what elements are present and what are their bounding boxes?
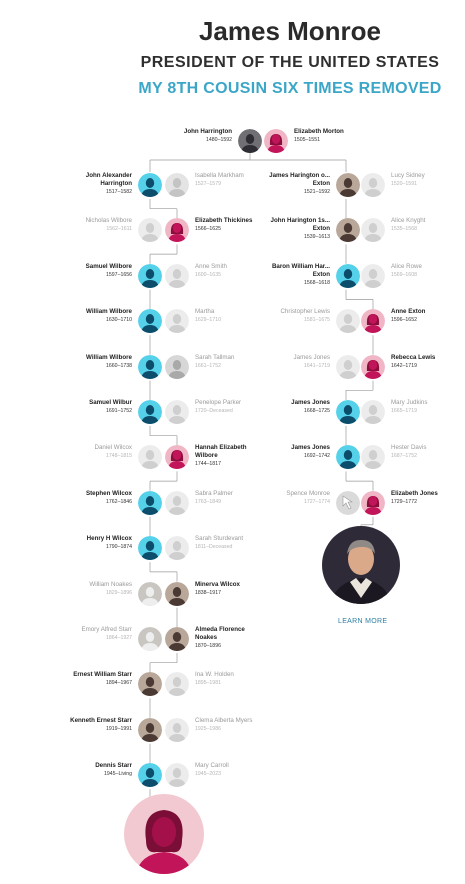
person-card[interactable] [361, 170, 465, 202]
person-years: 1864–1927 [106, 635, 132, 641]
person-name: James Harington o... Exton [269, 172, 330, 187]
person-name: Almeda Florence Noakes [195, 626, 245, 641]
person-years: 1665–1719 [391, 408, 417, 414]
male-silhouette-icon [138, 491, 162, 515]
female-silhouette-icon [165, 264, 189, 288]
person-card[interactable] [250, 352, 360, 384]
person-card[interactable] [52, 352, 162, 384]
female-silhouette-icon [361, 491, 385, 515]
person-years: 1727–1774 [304, 498, 330, 505]
person-card[interactable] [52, 306, 162, 338]
person-name: Spence Monroe [286, 489, 330, 497]
person-years: 1505–1551 [294, 137, 320, 143]
person-card[interactable] [52, 760, 162, 792]
female-silhouette-icon [264, 129, 288, 153]
female-silhouette-icon [165, 491, 189, 515]
person-card[interactable] [52, 715, 162, 747]
person-years: 1870–1896 [195, 643, 221, 649]
portrait-photo [138, 718, 162, 742]
person-name: William Wilbore [86, 308, 132, 316]
person-name: Alice Rowe [391, 262, 422, 270]
person-name: Stephen Wilcox [85, 489, 132, 497]
relationship-label: MY 8TH COUSIN SIX TIMES REMOVED [138, 80, 442, 97]
person-years: 1945–Living [104, 771, 132, 778]
person-card[interactable] [361, 352, 465, 384]
person-card[interactable] [361, 306, 465, 338]
person-card[interactable] [52, 533, 162, 565]
person-name: John Harington 1s... Exton [270, 217, 330, 233]
person-card[interactable] [52, 261, 162, 293]
person-name: William Noakes [89, 580, 132, 588]
person-years: 1597–1656 [106, 271, 132, 278]
person-name: Ina W. Holden [195, 671, 234, 679]
person-years: 1629–1710 [195, 317, 221, 324]
person-years: 1919–1991 [106, 725, 132, 732]
person-years: 1838–1917 [195, 589, 221, 596]
person-card[interactable] [250, 215, 360, 247]
person-years: 1811–Deceased [195, 544, 233, 551]
person-years: 1566–1625 [195, 226, 221, 233]
person-card[interactable] [361, 397, 465, 429]
person-name: Sarah Sturdevant [195, 535, 244, 543]
female-silhouette-icon [165, 400, 189, 424]
person-years: 1945–2023 [195, 771, 221, 778]
person-name: Lucy Sidney [391, 172, 425, 179]
person-name: Elizabeth Jones [391, 489, 438, 497]
person-card[interactable] [52, 488, 162, 520]
learn-more-link[interactable]: LEARN MORE [338, 618, 388, 625]
person-years: 1668–1725 [304, 408, 330, 414]
male-silhouette-icon [138, 309, 162, 333]
female-silhouette-icon [361, 173, 385, 197]
james-monroe-portrait[interactable] [322, 526, 400, 604]
person-card[interactable] [52, 442, 162, 474]
person-name: Sabra Palmer [195, 489, 233, 497]
person-years: 1581–1675 [304, 317, 330, 324]
male-silhouette-icon [336, 355, 360, 379]
person-card[interactable] [52, 579, 162, 611]
female-silhouette-icon [361, 355, 385, 379]
person-card[interactable] [361, 261, 465, 293]
female-silhouette-icon [165, 536, 189, 560]
person-years: 1641–1719 [304, 362, 330, 369]
female-silhouette-icon [361, 264, 385, 288]
female-silhouette-icon [165, 763, 189, 787]
person-years: 1692–1742 [304, 453, 330, 460]
person-years: 1630–1710 [106, 317, 132, 324]
person-years: 1925–1986 [195, 725, 221, 732]
person-card[interactable] [52, 624, 162, 656]
coat-of-arms-photo [238, 129, 262, 153]
female-silhouette-icon [165, 718, 189, 742]
person-card[interactable] [250, 261, 360, 293]
female-silhouette-icon [165, 445, 189, 469]
person-card[interactable] [52, 170, 162, 202]
person-card[interactable] [250, 442, 360, 474]
portrait-photo [138, 627, 162, 651]
person-years: 1521–1592 [304, 189, 330, 195]
male-silhouette-icon [336, 400, 360, 424]
person-name: Mary Carroll [195, 762, 229, 770]
person-name: Clema Alberta Myers [195, 716, 253, 724]
male-silhouette-icon [138, 763, 162, 787]
male-silhouette-icon [138, 218, 162, 242]
female-silhouette-icon [361, 445, 385, 469]
person-years: 1660–1738 [106, 362, 132, 369]
person-name: John Alexander Harrington [85, 172, 132, 187]
person-card[interactable] [250, 306, 360, 338]
person-name: William Wilbore [86, 353, 132, 361]
person-name: Ernest William Starr [73, 671, 132, 679]
person-name: Nicholas Wilbore [85, 217, 132, 225]
person-years: 1517–1582 [106, 189, 132, 195]
person-years: 1596–1652 [391, 317, 417, 324]
person-name: James Jones [291, 399, 330, 406]
male-silhouette-icon [138, 355, 162, 379]
person-card[interactable] [52, 669, 162, 701]
person-name: Rebecca Lewis [391, 353, 436, 361]
person-card[interactable] [361, 215, 465, 247]
person-name: Minerva Wilcox [195, 580, 240, 588]
female-silhouette-icon [361, 309, 385, 333]
person-years: 1600–1635 [195, 271, 221, 278]
person-years: 1661–1752 [195, 362, 221, 369]
person-name: Anne Exton [391, 308, 426, 316]
person-years: 1763–1849 [195, 498, 221, 505]
male-silhouette-icon [138, 536, 162, 560]
person-years: 1720–Deceased [195, 408, 233, 414]
female-silhouette-icon [361, 218, 385, 242]
person-card[interactable] [361, 442, 465, 474]
male-silhouette-icon [138, 173, 162, 197]
person-name: Sarah Tallman [195, 353, 235, 361]
person-card[interactable] [250, 397, 360, 429]
person-years: 1790–1874 [106, 544, 132, 551]
person-card[interactable] [165, 760, 275, 792]
top-ancestor-father[interactable] [152, 126, 262, 158]
person-name: Baron William Har... Exton [271, 262, 330, 278]
person-name: Hester Davis [391, 444, 427, 452]
person-years: 1895–1981 [195, 680, 221, 687]
person-years: 1744–1817 [195, 461, 221, 468]
person-card[interactable] [52, 397, 162, 429]
person-name: Penelope Parker [195, 399, 242, 406]
person-years: 1539–1613 [304, 234, 330, 241]
top-ancestor-mother[interactable] [264, 126, 374, 158]
person-years: 1729–1772 [391, 498, 417, 505]
person-years: 1748–1815 [106, 453, 132, 460]
portrait-photo [336, 173, 360, 197]
person-name: Kenneth Ernest Starr [70, 716, 132, 724]
person-card[interactable] [165, 624, 275, 656]
person-name: Daniel Wilcox [94, 444, 132, 452]
person-name: Elizabeth Thickines [195, 217, 253, 225]
person-name: Henry H Wilcox [86, 535, 132, 543]
person-card[interactable] [361, 488, 465, 520]
person-years: 1520–1591 [391, 181, 417, 187]
person-name: Emory Alfred Starr [81, 626, 132, 633]
person-years: 1535–1568 [391, 226, 417, 233]
female-silhouette-icon [165, 218, 189, 242]
person-name: Christopher Lewis [280, 308, 330, 316]
page-subtitle: PRESIDENT OF THE UNITED STATES [140, 54, 440, 71]
male-silhouette-icon [336, 264, 360, 288]
person-name: Alice Knyght [391, 217, 426, 225]
person-years: 1569–1608 [391, 271, 417, 278]
person-name: Isabella Markham [195, 172, 244, 179]
person-card[interactable] [165, 669, 275, 701]
person-card[interactable] [165, 715, 275, 747]
person-years: 1642–1719 [391, 362, 417, 369]
person-years: 1762–1846 [106, 498, 132, 505]
person-years: 1687–1752 [391, 453, 417, 460]
person-name: John Harrington [183, 128, 232, 135]
male-silhouette-icon [138, 264, 162, 288]
person-name: Samuel Wilbur [89, 399, 132, 406]
cursor-icon [336, 491, 360, 515]
person-card[interactable] [165, 533, 275, 565]
person-years: 1480–1592 [206, 137, 232, 143]
person-name: Hannah Elizabeth Wilbore [195, 444, 247, 460]
me-avatar[interactable] [124, 794, 204, 874]
person-card[interactable] [250, 488, 360, 520]
portrait-photo [165, 582, 189, 606]
house-photo [165, 355, 189, 379]
person-name: Mary Judkins [391, 399, 428, 406]
person-name: Dennis Starr [95, 762, 132, 770]
male-silhouette-icon [138, 445, 162, 469]
person-card[interactable] [52, 215, 162, 247]
male-silhouette-icon [138, 400, 162, 424]
person-card[interactable] [165, 579, 275, 611]
person-years: 1691–1752 [106, 408, 132, 414]
portrait-photo [138, 582, 162, 606]
person-name: Elizabeth Morton [294, 128, 344, 135]
portrait-photo [138, 672, 162, 696]
male-silhouette-icon [336, 309, 360, 333]
portrait-photo [336, 218, 360, 242]
female-silhouette-icon [165, 309, 189, 333]
person-name: Samuel Wilbore [85, 262, 132, 270]
person-name: Anne Smith [195, 262, 227, 270]
portrait-photo [165, 627, 189, 651]
person-years: 1527–1579 [195, 181, 221, 187]
person-card[interactable] [250, 170, 360, 202]
page-title: James Monroe [198, 16, 382, 46]
person-name: James Jones [291, 444, 330, 452]
person-years: 1829–1896 [106, 589, 132, 596]
female-silhouette-icon [361, 400, 385, 424]
person-years: 1568–1618 [304, 279, 330, 286]
male-silhouette-icon [336, 445, 360, 469]
person-years: 1894–1967 [106, 680, 132, 687]
person-name: Martha [195, 308, 215, 316]
portrait-sketch [165, 173, 189, 197]
person-years: 1562–1611 [106, 226, 132, 233]
person-name: James Jones [293, 353, 330, 361]
female-silhouette-icon [165, 672, 189, 696]
